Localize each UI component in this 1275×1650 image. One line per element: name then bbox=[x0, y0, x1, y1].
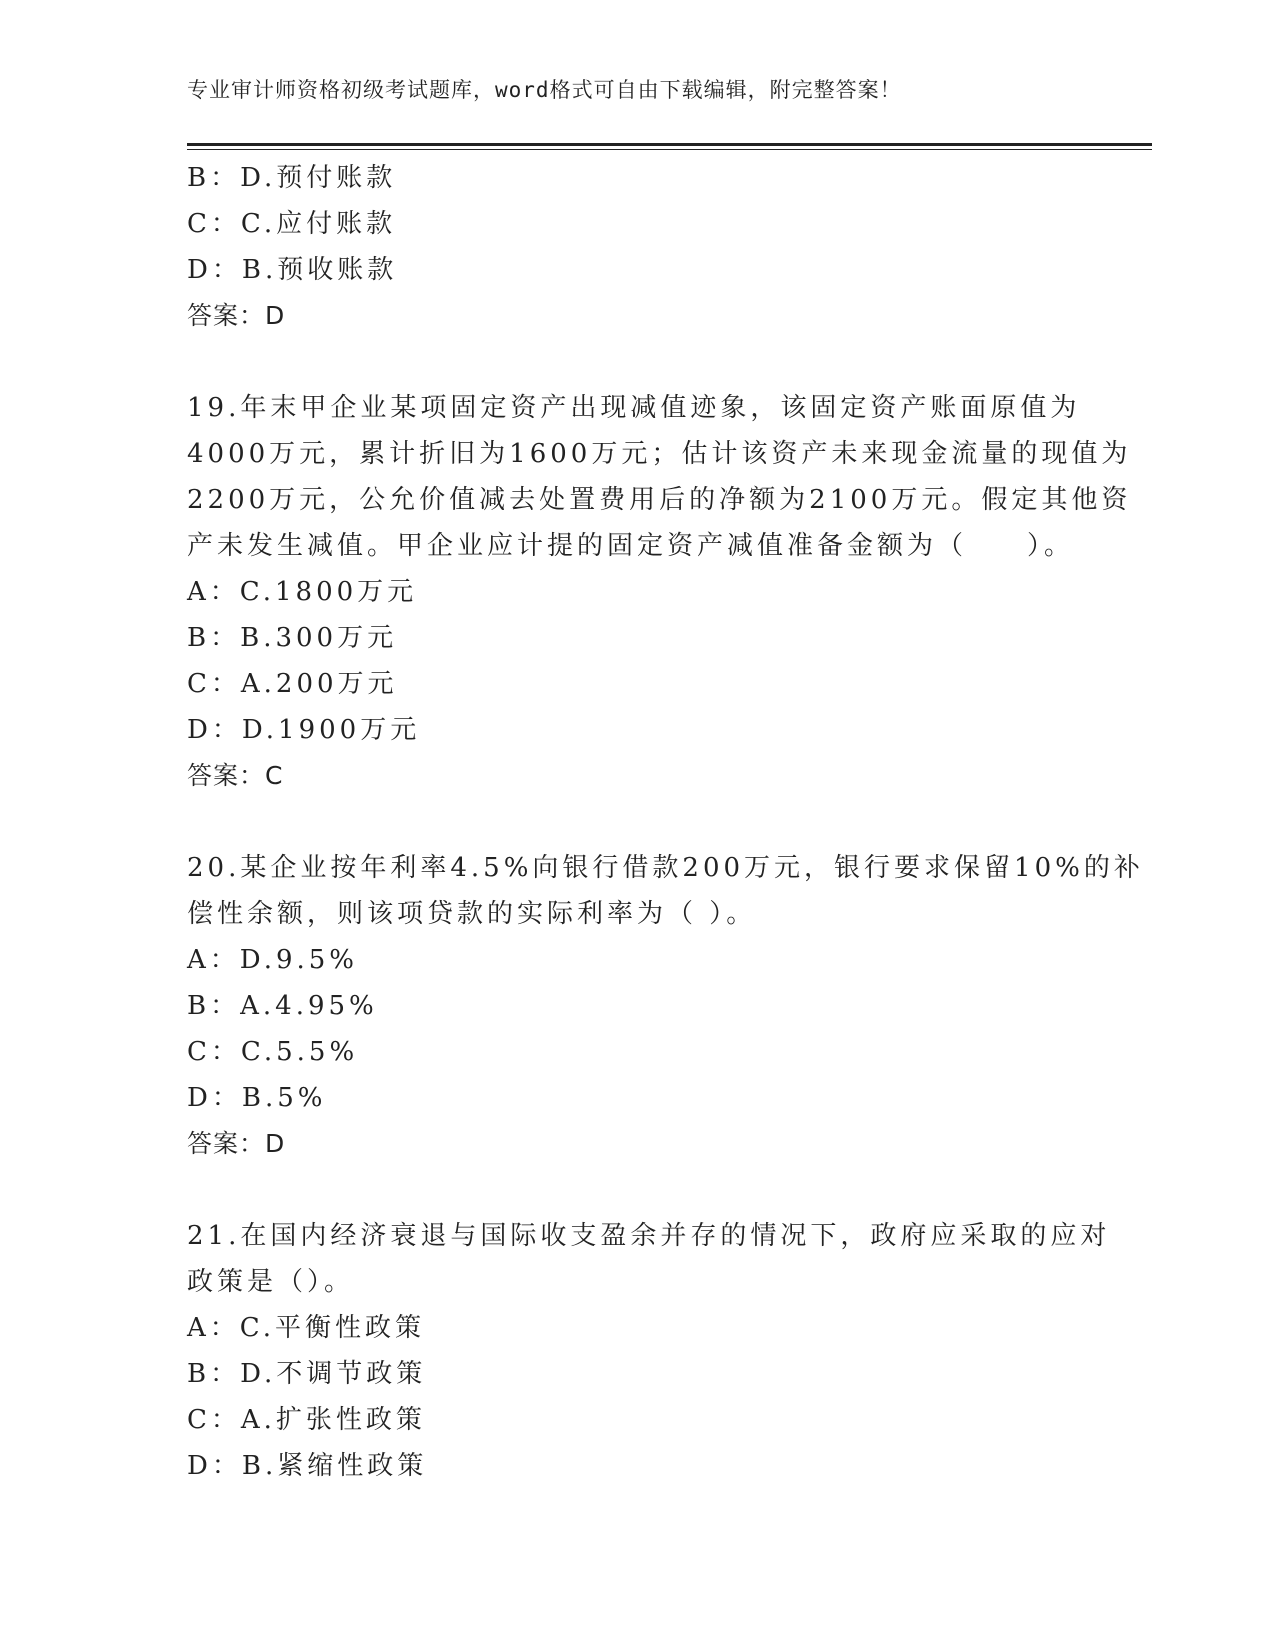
option-c: C：A.200万元 bbox=[187, 669, 398, 699]
question-stem-line: 偿性余额，则该项贷款的实际利率为（ ）。 bbox=[187, 899, 757, 929]
option-c: C：A.扩张性政策 bbox=[187, 1405, 426, 1435]
option-a: A：D.9.5% bbox=[187, 945, 359, 975]
answer-line: 答案：D bbox=[187, 301, 286, 330]
question-stem-line: 产未发生减值。甲企业应计提的固定资产减值准备金额为（ ）。 bbox=[187, 531, 1075, 561]
question-stem-line: 21.在国内经济衰退与国际收支盈余并存的情况下，政府应采取的应对 bbox=[187, 1221, 1111, 1251]
question-stem-line: 政策是（）。 bbox=[187, 1267, 355, 1297]
answer-line: 答案：D bbox=[187, 1129, 286, 1158]
question-stem-line: 20.某企业按年利率4.5%向银行借款200万元，银行要求保留10%的补 bbox=[187, 853, 1144, 883]
option-b: B：B.300万元 bbox=[187, 623, 398, 653]
option-d: D：B.预收账款 bbox=[187, 255, 398, 285]
option-b: B：D.不调节政策 bbox=[187, 1359, 427, 1389]
option-c: C：C.5.5% bbox=[187, 1037, 359, 1067]
option-c: C：C.应付账款 bbox=[187, 209, 397, 239]
option-b: B：A.4.95% bbox=[187, 991, 378, 1021]
header-rule-thin bbox=[187, 149, 1152, 150]
question-21 bbox=[187, 1213, 1111, 1489]
question-20 bbox=[187, 845, 1144, 1167]
question-content bbox=[187, 155, 1144, 1489]
question-stem-line: 19.年末甲企业某项固定资产出现减值迹象，该固定资产账面原值为 bbox=[187, 393, 1081, 423]
option-d: D：B.紧缩性政策 bbox=[187, 1451, 428, 1481]
question-stem-line: 4000万元，累计折旧为1600万元；估计该资产未来现金流量的现值为 bbox=[187, 439, 1132, 469]
question-19 bbox=[187, 385, 1132, 799]
option-a: A：C.1800万元 bbox=[187, 577, 418, 607]
option-d: D：B.5% bbox=[187, 1083, 327, 1113]
page-header: 专业审计师资格初级考试题库，word格式可自由下载编辑，附完整答案！ bbox=[187, 78, 902, 102]
answer-line: 答案：C bbox=[187, 761, 284, 790]
option-a: A：C.平衡性政策 bbox=[187, 1313, 426, 1343]
header-rule-thick bbox=[187, 143, 1152, 146]
question-stem-line: 2200万元，公允价值减去处置费用后的净额为2100万元。假定其他资 bbox=[187, 485, 1132, 515]
option-d: D：D.1900万元 bbox=[187, 715, 421, 745]
option-b: B：D.预付账款 bbox=[187, 163, 397, 193]
